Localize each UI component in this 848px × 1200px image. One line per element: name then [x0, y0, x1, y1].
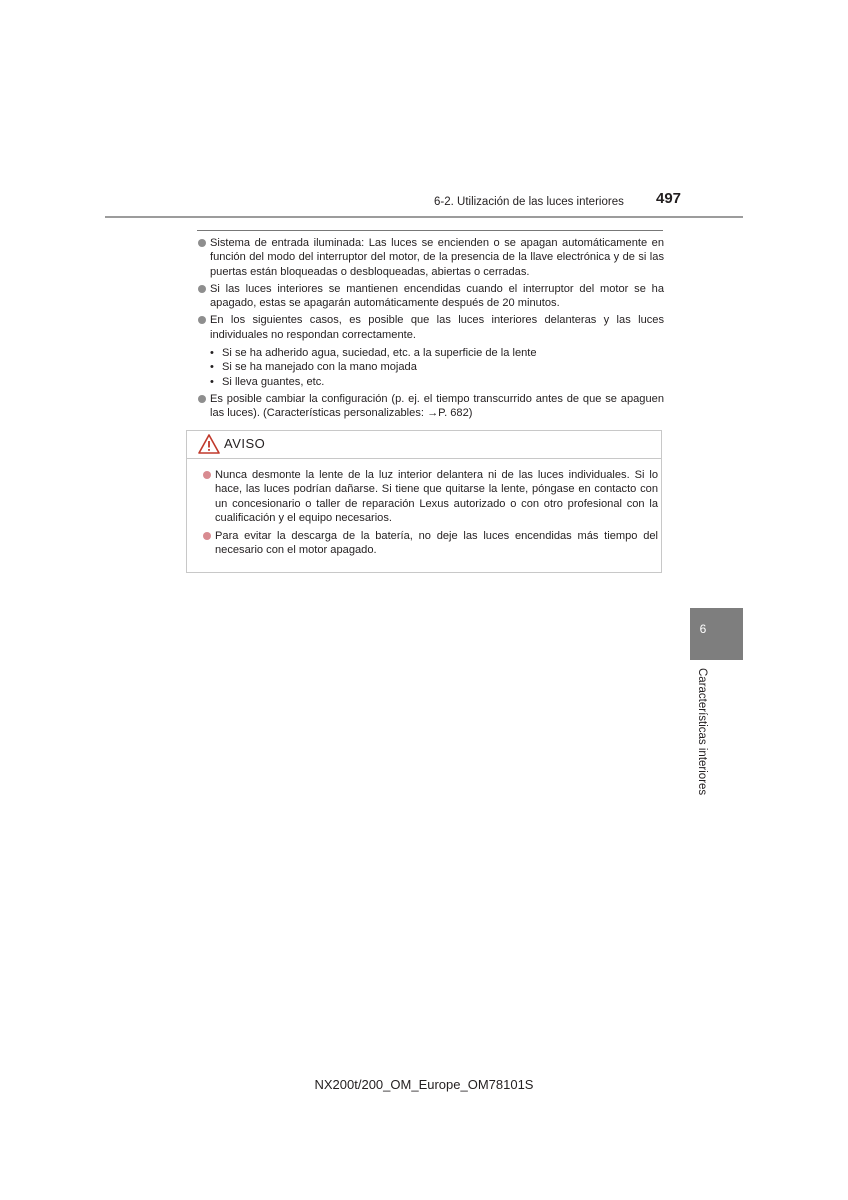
sub-bullet-marker: •: [210, 361, 214, 374]
sub-bullet-marker: •: [210, 375, 214, 388]
warning-text: Nunca desmonte la lente de la luz interior delantera ni de las luces individuales. Si lo hace, las luces podrían dañarse. Si tiene que quitarse la lente, póngase en contacto con un concesionario o taller de reparación Lexus autorizado o con otro profesional con la cualificación y el equipo necesarios.: [215, 469, 658, 524]
bullet-icon: [198, 239, 206, 247]
bullet-icon: [198, 395, 206, 403]
chapter-label: Características interiores: [696, 668, 708, 796]
warning-bullet-icon: [203, 532, 211, 540]
warning-title: AVISO: [224, 436, 266, 451]
sublist-text: Si lleva guantes, etc.: [222, 375, 325, 388]
warning-triangle-icon: [198, 434, 220, 454]
bullet-text: Si las luces interiores se mantienen encendidas cuando el interruptor del motor se ha apagado, estas se apagarán automáticamente después de 20 minutos.: [210, 282, 664, 310]
warning-item: [203, 529, 658, 558]
bullet-text: Es posible cambiar la configuración (p. ej. el tiempo transcurrido antes de que se apaguen las luces). (Características personalizables: →P. 682): [210, 392, 664, 420]
sublist-item: [210, 346, 664, 360]
list-item: [198, 313, 664, 342]
list-item: [198, 236, 664, 279]
section-title: 6-2. Utilización de las luces interiores: [434, 196, 624, 208]
footer-code: NX200t/200_OM_Europe_OM78101S: [314, 1077, 534, 1092]
info-bullet-list: [198, 236, 664, 424]
bullet-text: Sistema de entrada iluminada: Las luces se encienden o se apagan automáticamente en función del modo del interruptor del motor, de la presencia de la llave electrónica y de si las puertas están bloqueadas o desbloqueadas, abiertas o cerradas.: [210, 237, 664, 278]
sublist-item: [210, 375, 664, 389]
warning-header: [187, 431, 661, 459]
sublist-text: Si se ha adherido agua, suciedad, etc. a la superficie de la lente: [222, 347, 537, 360]
sub-bullet-marker: •: [210, 347, 214, 360]
chapter-number: 6: [699, 622, 707, 636]
warning-bullet-icon: [203, 471, 211, 479]
sublist-text: Si se ha manejado con la mano mojada: [222, 361, 417, 374]
warning-body: [203, 468, 658, 562]
warning-item: [203, 468, 658, 525]
chapter-tab: [690, 608, 743, 660]
bullet-icon: [198, 316, 206, 324]
list-item: [198, 282, 664, 311]
sublist-item: [210, 360, 664, 374]
bullet-text: En los siguientes casos, es posible que las luces interiores delanteras y las luces individuales no respondan correctamente.: [210, 314, 664, 341]
warning-text: Para evitar la descarga de la batería, no deje las luces encendidas más tiempo del necesario con el motor apagado.: [215, 530, 658, 557]
content-divider: [197, 230, 663, 231]
list-item: [198, 392, 664, 421]
warning-box: [186, 430, 662, 573]
header-divider: [105, 216, 743, 218]
page-number: 497: [656, 190, 682, 207]
case-sublist: [198, 346, 664, 389]
bullet-icon: [198, 285, 206, 293]
